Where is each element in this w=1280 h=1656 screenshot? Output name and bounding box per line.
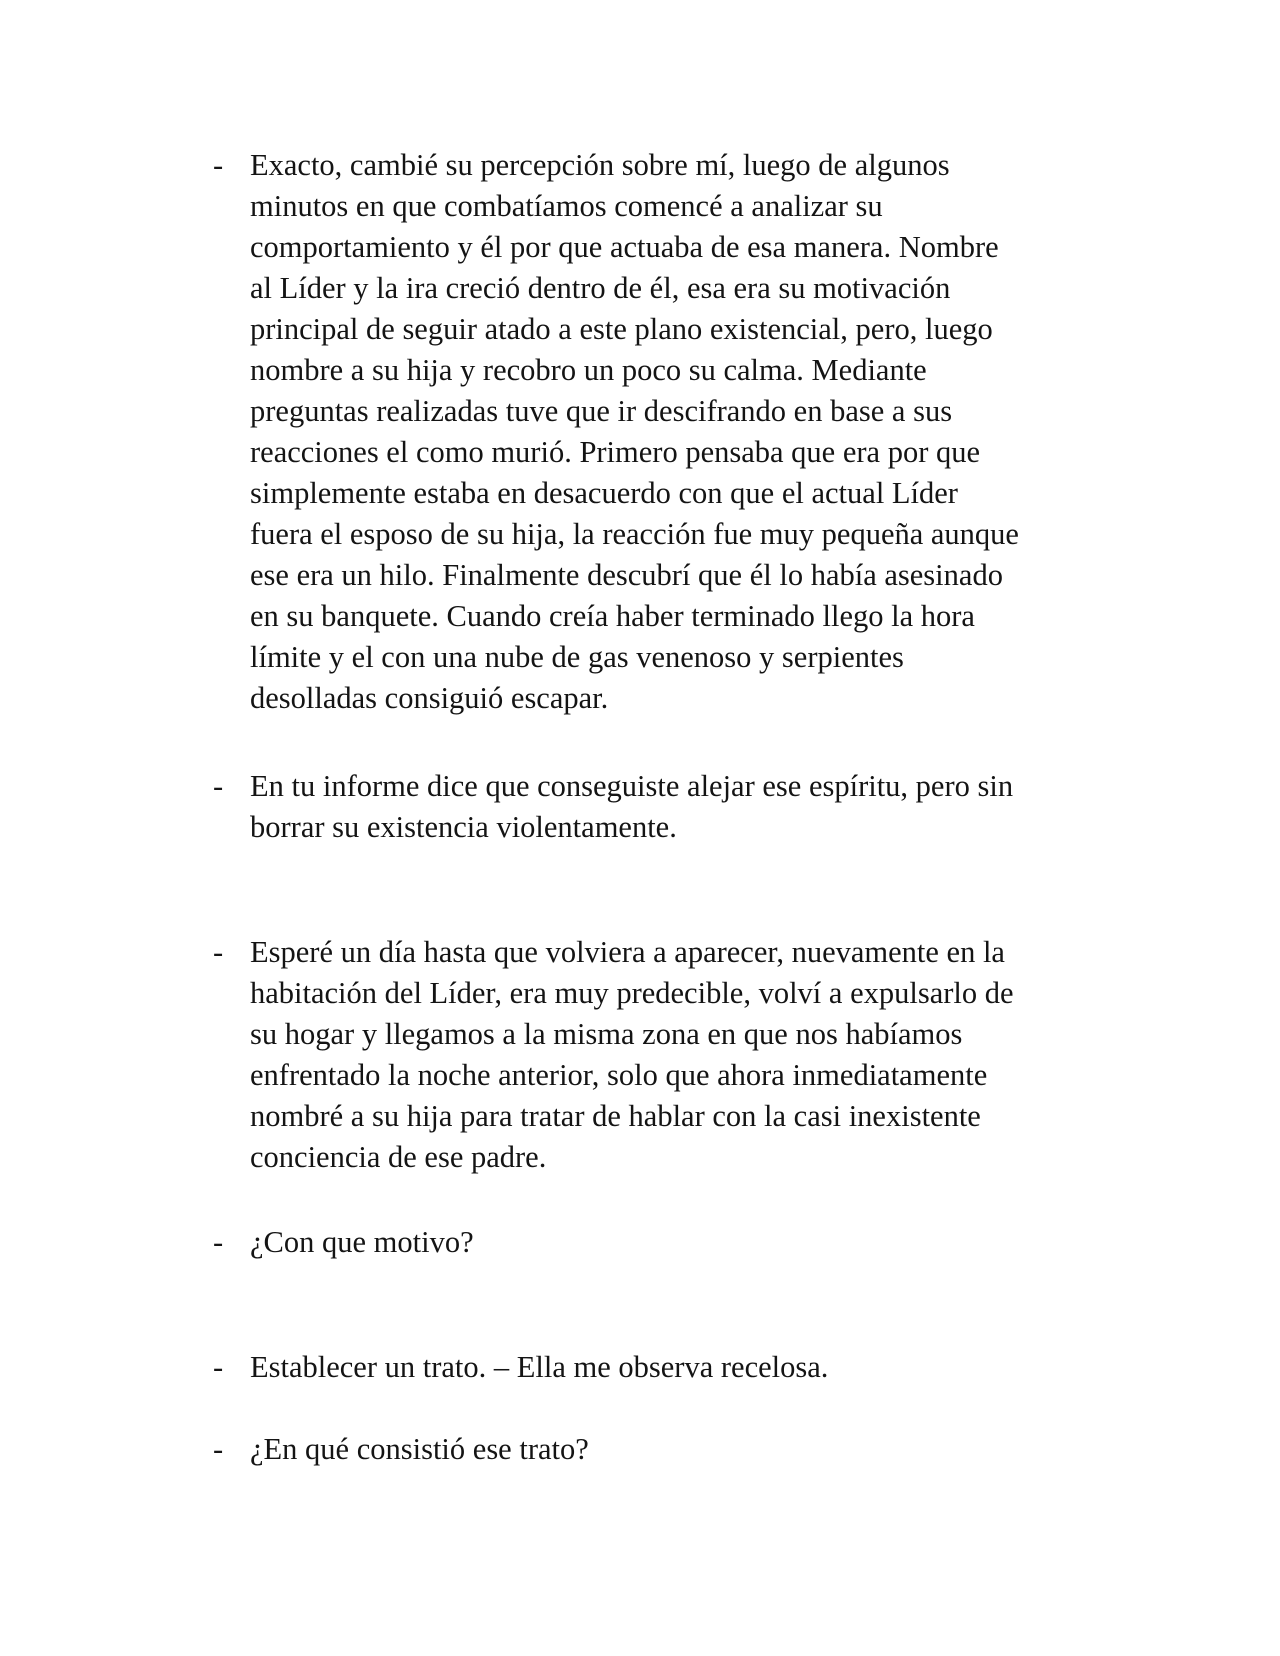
text-line: simplemente estaba en desacuerdo con que el actual Líder [250, 476, 958, 510]
bullet-dash: - [213, 1432, 224, 1466]
text-line: ¿Con que motivo? [250, 1225, 474, 1259]
bullet-dash: - [213, 1225, 224, 1259]
text-line: reacciones el como murió. Primero pensaba que era por que [250, 435, 981, 469]
text-line: borrar su existencia violentamente. [250, 810, 677, 844]
text-line: Esperé un día hasta que volviera a aparecer, nuevamente en la [250, 935, 1005, 969]
text-line: ¿En qué consistió ese trato? [250, 1432, 589, 1466]
text-line: habitación del Líder, era muy predecible, volví a expulsarlo de [250, 976, 1014, 1010]
dialogue-text [250, 1429, 1093, 1470]
text-line: comportamiento y él por que actuaba de esa manera. Nombre [250, 230, 999, 264]
text-line: Establecer un trato. – Ella me observa recelosa. [250, 1350, 829, 1384]
text-line: Exacto, cambié su percepción sobre mí, luego de algunos [250, 148, 950, 182]
dialogue-text [250, 1222, 1093, 1263]
text-line: al Líder y la ira creció dentro de él, esa era su motivación [250, 271, 951, 305]
dialogue-text [250, 932, 1093, 1178]
dialogue-text [250, 145, 1093, 719]
bullet-dash: - [213, 935, 224, 969]
bullet-dash: - [213, 1350, 224, 1384]
text-line: límite y el con una nube de gas venenoso y serpientes [250, 640, 904, 674]
text-line: nombré a su hija para tratar de hablar con la casi inexistente [250, 1099, 981, 1133]
bullet-dash: - [213, 148, 224, 182]
text-line: enfrentado la noche anterior, solo que ahora inmediatamente [250, 1058, 988, 1092]
text-line: preguntas realizadas tuve que ir descifrando en base a sus [250, 394, 953, 428]
text-line: principal de seguir atado a este plano existencial, pero, luego [250, 312, 993, 346]
text-line: desolladas consiguió escapar. [250, 681, 609, 715]
dialogue-text [250, 766, 1093, 848]
dialogue-text [250, 1347, 1093, 1388]
text-line: su hogar y llegamos a la misma zona en que nos habíamos [250, 1017, 963, 1051]
text-line: en su banquete. Cuando creía haber terminado llego la hora [250, 599, 975, 633]
text-line: ese era un hilo. Finalmente descubrí que él lo había asesinado [250, 558, 1003, 592]
text-line: fuera el esposo de su hija, la reacción fue muy pequeña aunque [250, 517, 1019, 551]
text-line: minutos en que combatíamos comencé a analizar su [250, 189, 883, 223]
text-line: En tu informe dice que conseguiste alejar ese espíritu, pero sin [250, 769, 1014, 803]
text-line: conciencia de ese padre. [250, 1140, 547, 1174]
text-line: nombre a su hija y recobro un poco su calma. Mediante [250, 353, 927, 387]
bullet-dash: - [213, 769, 224, 803]
